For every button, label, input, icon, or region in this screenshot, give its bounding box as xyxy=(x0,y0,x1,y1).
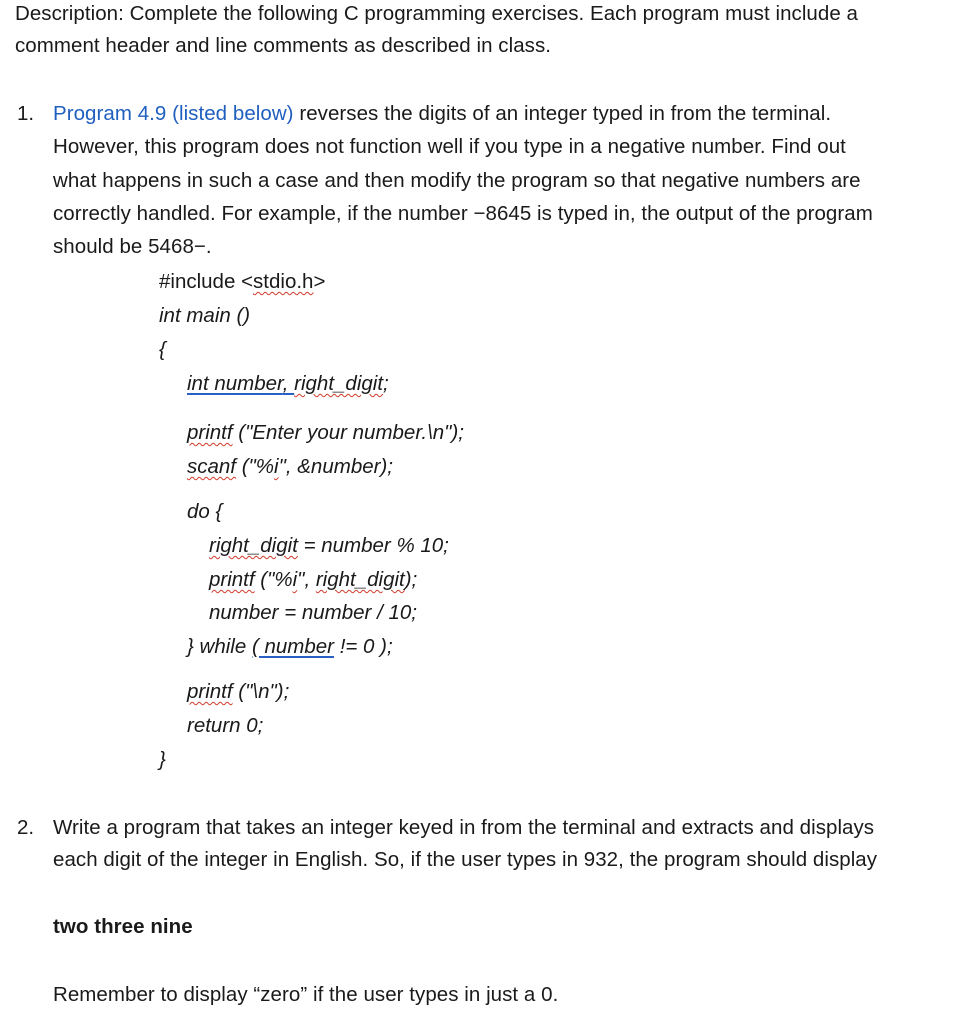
description-line-1: Description: Complete the following C programming exercises. Each program must include a xyxy=(15,2,858,25)
q2-reminder: Remember to display “zero” if the user types in just a 0. xyxy=(53,983,559,1006)
include-gt: > xyxy=(313,270,326,293)
printf-fn: printf xyxy=(187,421,233,444)
printf-digit-format-i: i xyxy=(292,568,298,591)
program-4-9-link[interactable]: Program 4.9 (listed below) xyxy=(53,102,294,125)
code-assign xyxy=(209,534,449,558)
printf-digit-a: ("% xyxy=(254,568,293,591)
assign-expr: = number % 10; xyxy=(297,534,449,557)
printf-digit-var: right_digit xyxy=(315,568,405,591)
q2-line-2: each digit of the integer in English. So, if the user types in 932, the program should display xyxy=(53,848,878,871)
scanf-args-a: ("% xyxy=(236,455,275,478)
decl-right-digit: right_digit xyxy=(294,372,384,395)
while-keyword: } while xyxy=(187,635,252,658)
decl-comma: , xyxy=(282,372,295,395)
q2-number: 2. xyxy=(17,816,35,839)
q1-line-5: should be 5468−. xyxy=(53,235,212,258)
q1-number: 1. xyxy=(17,102,35,125)
code-do-open: do { xyxy=(187,500,223,523)
code-printf-newline xyxy=(187,680,289,704)
q1-line-3: what happens in such a case and then modify the program so that negative numbers are xyxy=(53,169,861,192)
code-include xyxy=(159,270,325,294)
scanf-args-c: ", &number); xyxy=(278,455,393,478)
code-return: return 0; xyxy=(187,714,264,737)
printf-newline-args: ("\n"); xyxy=(232,680,290,703)
assign-right-digit: right_digit xyxy=(209,534,298,557)
include-header: stdio.h xyxy=(253,270,314,293)
q1-line-2: However, this program does not function well if you type in a negative number. Find out xyxy=(53,135,846,158)
include-lt: < xyxy=(241,270,254,293)
scanf-fn: scanf xyxy=(187,455,236,478)
printf-prompt-args: ("Enter your number.\n"); xyxy=(232,421,464,444)
printf-digit-fn: printf xyxy=(209,568,255,591)
decl-int-number: int number xyxy=(187,372,283,395)
while-rest: != 0 ); xyxy=(334,635,393,658)
q1-line-1 xyxy=(53,102,831,126)
code-close-brace: } xyxy=(159,748,166,771)
code-declaration xyxy=(187,372,389,396)
q1-line-4: correctly handled. For example, if the number −8645 is typed in, the output of the program xyxy=(53,202,873,225)
decl-semicolon: ; xyxy=(383,372,389,395)
code-while xyxy=(187,635,393,659)
include-keyword: #include xyxy=(159,270,242,293)
code-main: int main () xyxy=(159,304,251,327)
code-printf-prompt xyxy=(187,421,464,445)
code-scanf xyxy=(187,455,393,479)
code-open-brace: { xyxy=(159,338,166,361)
q1-line-1-rest: reverses the digits of an integer typed in from the terminal. xyxy=(293,102,832,125)
scanf-format-i: i xyxy=(274,455,279,478)
description-line-2: comment header and line comments as described in class. xyxy=(15,34,552,57)
q2-example-output: two three nine xyxy=(53,915,193,938)
while-condition: ( number xyxy=(251,635,334,658)
printf-digit-e: ); xyxy=(404,568,418,591)
code-divide: number = number / 10; xyxy=(209,601,417,624)
code-printf-digit xyxy=(209,568,417,592)
printf-newline-fn: printf xyxy=(187,680,233,703)
q2-line-1: Write a program that takes an integer keyed in from the terminal and extracts and displays xyxy=(53,816,875,839)
printf-digit-c: ", xyxy=(297,568,316,591)
